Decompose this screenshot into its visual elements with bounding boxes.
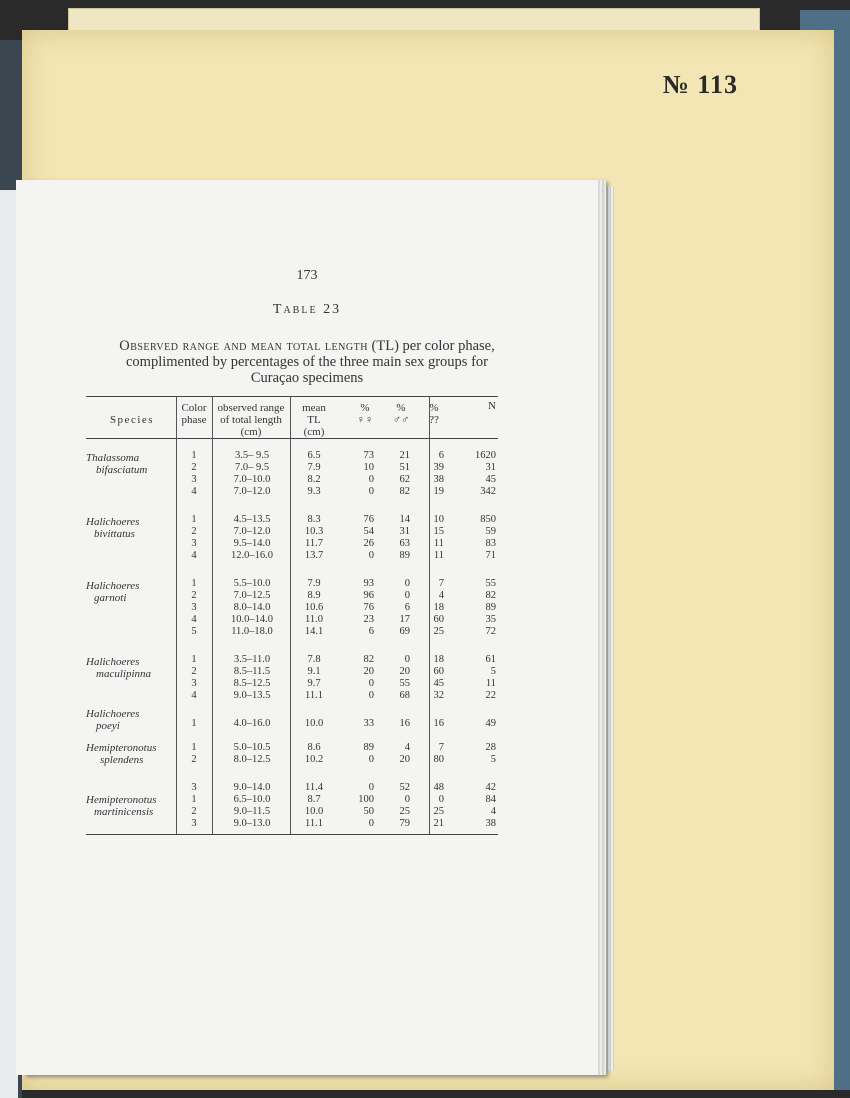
cell-m: 68 xyxy=(399,690,410,701)
cell-m: 0 xyxy=(404,590,410,601)
species-name-genus: Thalassoma xyxy=(86,452,140,464)
cell-range: 5.0–10.5 xyxy=(233,742,271,753)
cell-f: 76 xyxy=(363,602,374,613)
cell-mean: 9.1 xyxy=(307,666,321,677)
cell-f: 0 xyxy=(368,754,374,765)
header-mean-2: TL xyxy=(307,414,321,426)
cell-range: 4.5–13.5 xyxy=(233,514,271,525)
cell-q: 18 xyxy=(433,602,444,613)
species-name-genus: Halichoeres xyxy=(86,516,140,528)
species-name-genus: Hemipteronotus xyxy=(86,794,157,806)
cell-range: 7.0–12.0 xyxy=(233,486,271,497)
cell-m: 16 xyxy=(399,718,410,729)
cell-phase: 3 xyxy=(191,818,197,829)
header-pq-2: ?? xyxy=(429,414,439,426)
table-header-rule xyxy=(86,438,498,439)
header-range-2: of total length xyxy=(220,414,282,426)
header-pct-unknown xyxy=(417,402,451,426)
cell-mean: 10.2 xyxy=(304,754,324,765)
cell-q: 25 xyxy=(433,626,444,637)
header-range-1: observed range xyxy=(217,402,285,414)
cell-n: 35 xyxy=(485,614,496,625)
cell-n: 1620 xyxy=(475,450,496,461)
header-pm-2: ♂♂ xyxy=(392,414,410,426)
cell-n: 71 xyxy=(485,550,496,561)
cell-range: 6.5–10.0 xyxy=(233,794,271,805)
cell-q: 10 xyxy=(433,514,444,525)
header-observed-range xyxy=(212,402,290,438)
cell-n: 83 xyxy=(485,538,496,549)
cell-phase: 2 xyxy=(191,590,197,601)
cell-n: 5 xyxy=(490,666,496,677)
cell-range: 8.5–12.5 xyxy=(233,678,271,689)
cell-mean: 7.9 xyxy=(307,578,321,589)
cell-phase: 5 xyxy=(191,626,197,637)
cell-mean: 11.0 xyxy=(305,614,323,625)
cell-m: 52 xyxy=(399,782,410,793)
cell-range: 11.0–18.0 xyxy=(231,626,273,637)
cell-n: 55 xyxy=(485,578,496,589)
cell-phase: 2 xyxy=(191,666,197,677)
cell-phase: 3 xyxy=(191,474,197,485)
cell-f: 0 xyxy=(368,678,374,689)
cell-q: 11 xyxy=(433,538,444,549)
cell-mean: 10.6 xyxy=(304,602,324,613)
header-mean-tl xyxy=(292,402,336,438)
header-pq-1: % xyxy=(429,402,439,414)
cell-mean: 13.7 xyxy=(304,550,324,561)
cell-m: 21 xyxy=(399,450,410,461)
cell-f: 54 xyxy=(363,526,374,537)
cell-mean: 9.3 xyxy=(307,486,321,497)
header-range-3: (cm) xyxy=(240,426,262,438)
header-pf-1: % xyxy=(360,402,370,414)
cell-q: 25 xyxy=(433,806,444,817)
col-divider-3 xyxy=(290,396,291,834)
cell-phase: 1 xyxy=(191,654,197,665)
cell-mean: 8.2 xyxy=(307,474,321,485)
cell-phase: 1 xyxy=(191,718,197,729)
book-page xyxy=(16,180,598,1075)
cell-range: 9.5–14.0 xyxy=(233,538,271,549)
cell-phase: 3 xyxy=(191,782,197,793)
cell-f: 0 xyxy=(368,486,374,497)
cell-q: 4 xyxy=(438,590,444,601)
cell-q: 16 xyxy=(433,718,444,729)
caption-line1-rest: (TL) per color phase, xyxy=(367,338,495,354)
page-edges xyxy=(598,186,614,1071)
cell-phase: 2 xyxy=(191,806,197,817)
cell-q: 60 xyxy=(433,614,444,625)
cell-n: 4 xyxy=(490,806,496,817)
cell-f: 100 xyxy=(358,794,374,805)
cell-phase: 1 xyxy=(191,742,197,753)
header-pf-2: ♀♀ xyxy=(356,414,374,426)
cell-mean: 11.4 xyxy=(305,782,323,793)
header-n: N xyxy=(488,400,496,412)
cell-m: 0 xyxy=(404,654,410,665)
cell-phase: 4 xyxy=(191,550,197,561)
species-name-epithet: poeyi xyxy=(96,720,120,732)
cell-q: 21 xyxy=(433,818,444,829)
cell-f: 0 xyxy=(368,474,374,485)
cell-range: 8.0–12.5 xyxy=(233,754,271,765)
header-pct-males xyxy=(384,402,418,426)
cell-n: 31 xyxy=(485,462,496,473)
cell-mean: 8.6 xyxy=(307,742,321,753)
cell-m: 17 xyxy=(399,614,410,625)
cell-range: 4.0–16.0 xyxy=(233,718,271,729)
cell-q: 45 xyxy=(433,678,444,689)
cell-phase: 1 xyxy=(191,578,197,589)
cell-range: 8.0–14.0 xyxy=(233,602,271,613)
cell-mean: 11.1 xyxy=(305,690,323,701)
page-number: 173 xyxy=(296,268,318,283)
cell-f: 10 xyxy=(363,462,374,473)
species-name-genus: Halichoeres xyxy=(86,708,140,720)
cell-f: 50 xyxy=(363,806,374,817)
header-color-phase-1: Color xyxy=(181,402,207,414)
cell-q: 7 xyxy=(438,578,444,589)
cell-q: 19 xyxy=(433,486,444,497)
cell-m: 82 xyxy=(399,486,410,497)
cell-n: 84 xyxy=(485,794,496,805)
species-name-epithet: bivittatus xyxy=(94,528,135,540)
cell-q: 11 xyxy=(433,550,444,561)
header-mean-3: (cm) xyxy=(303,426,325,438)
cell-n: 38 xyxy=(485,818,496,829)
cell-range: 7.0–12.5 xyxy=(233,590,271,601)
cell-range: 3.5– 9.5 xyxy=(234,450,270,461)
cell-phase: 2 xyxy=(191,462,197,473)
cell-range: 7.0–12.0 xyxy=(233,526,271,537)
cell-range: 3.5–11.0 xyxy=(233,654,271,665)
cell-f: 0 xyxy=(368,550,374,561)
cell-n: 89 xyxy=(485,602,496,613)
cell-m: 25 xyxy=(399,806,410,817)
cell-q: 6 xyxy=(438,450,444,461)
caption-line3: Curaçao specimens xyxy=(250,370,364,386)
cell-m: 89 xyxy=(399,550,410,561)
cell-m: 20 xyxy=(399,666,410,677)
cell-range: 12.0–16.0 xyxy=(231,550,273,561)
cell-m: 69 xyxy=(399,626,410,637)
cell-phase: 1 xyxy=(191,794,197,805)
cell-n: 72 xyxy=(485,626,496,637)
cell-n: 42 xyxy=(485,782,496,793)
cell-mean: 10.0 xyxy=(304,718,324,729)
cell-range: 5.5–10.0 xyxy=(233,578,271,589)
cell-f: 6 xyxy=(368,626,374,637)
cell-mean: 10.0 xyxy=(304,806,324,817)
cell-mean: 8.3 xyxy=(307,514,321,525)
cell-f: 20 xyxy=(363,666,374,677)
cell-n: 22 xyxy=(485,690,496,701)
header-mean-1: mean xyxy=(302,402,326,414)
cell-q: 18 xyxy=(433,654,444,665)
cell-phase: 4 xyxy=(191,690,197,701)
cell-f: 73 xyxy=(363,450,374,461)
cell-m: 0 xyxy=(404,794,410,805)
cell-range: 9.0–11.5 xyxy=(233,806,271,817)
cell-mean: 11.7 xyxy=(305,538,323,549)
cell-q: 48 xyxy=(433,782,444,793)
cell-mean: 7.9 xyxy=(307,462,321,473)
cell-phase: 3 xyxy=(191,678,197,689)
cell-m: 63 xyxy=(399,538,410,549)
cell-m: 79 xyxy=(399,818,410,829)
header-species: Species xyxy=(109,414,155,426)
species-name-genus: Halichoeres xyxy=(86,656,140,668)
cell-mean: 9.7 xyxy=(307,678,321,689)
cell-q: 39 xyxy=(433,462,444,473)
cell-f: 93 xyxy=(363,578,374,589)
cell-range: 7.0– 9.5 xyxy=(234,462,270,473)
cell-m: 14 xyxy=(399,514,410,525)
caption-line1-smallcaps: Observed range and mean total length xyxy=(119,338,368,354)
header-color-phase-2: phase xyxy=(181,414,207,426)
cell-n: 5 xyxy=(490,754,496,765)
header-pct-females xyxy=(348,402,382,426)
cell-n: 82 xyxy=(485,590,496,601)
cell-n: 850 xyxy=(480,514,496,525)
cell-q: 60 xyxy=(433,666,444,677)
cell-f: 0 xyxy=(368,818,374,829)
cell-n: 59 xyxy=(485,526,496,537)
species-name-genus: Hemipteronotus xyxy=(86,742,157,754)
header-color-phase xyxy=(176,402,212,426)
cell-mean: 7.8 xyxy=(307,654,321,665)
cell-n: 49 xyxy=(485,718,496,729)
cell-f: 89 xyxy=(363,742,374,753)
header-pm-1: % xyxy=(396,402,406,414)
cell-n: 11 xyxy=(485,678,496,689)
cell-f: 0 xyxy=(368,782,374,793)
species-name-genus: Halichoeres xyxy=(86,580,140,592)
cell-q: 80 xyxy=(433,754,444,765)
cell-m: 6 xyxy=(404,602,410,613)
table-caption xyxy=(76,338,538,386)
cell-m: 4 xyxy=(404,742,410,753)
cell-phase: 4 xyxy=(191,486,197,497)
cell-phase: 1 xyxy=(191,450,197,461)
cell-range: 7.0–10.0 xyxy=(233,474,271,485)
cell-mean: 10.3 xyxy=(304,526,324,537)
species-name-epithet: martinicensis xyxy=(94,806,154,818)
cell-mean: 14.1 xyxy=(304,626,324,637)
cell-q: 38 xyxy=(433,474,444,485)
species-name-epithet: garnoti xyxy=(94,592,127,604)
cell-phase: 2 xyxy=(191,526,197,537)
cell-phase: 3 xyxy=(191,602,197,613)
cell-m: 51 xyxy=(399,462,410,473)
cell-q: 0 xyxy=(438,794,444,805)
folder-number-label: № 113 xyxy=(662,70,738,99)
cell-f: 26 xyxy=(363,538,374,549)
caption-line2: complimented by percentages of the three main sex groups for xyxy=(126,354,488,370)
table-top-rule xyxy=(86,396,498,397)
cell-m: 0 xyxy=(404,578,410,589)
cell-m: 20 xyxy=(399,754,410,765)
col-divider-2 xyxy=(212,396,213,834)
cell-range: 8.5–11.5 xyxy=(233,666,271,677)
cell-mean: 6.5 xyxy=(307,450,321,461)
cell-f: 82 xyxy=(363,654,374,665)
cell-m: 31 xyxy=(399,526,410,537)
cell-n: 61 xyxy=(485,654,496,665)
cell-f: 76 xyxy=(363,514,374,525)
cell-range: 10.0–14.0 xyxy=(231,614,273,625)
cell-f: 23 xyxy=(363,614,374,625)
cell-range: 9.0–13.5 xyxy=(233,690,271,701)
cell-m: 55 xyxy=(399,678,410,689)
cell-range: 9.0–13.0 xyxy=(233,818,271,829)
species-name-epithet: splendens xyxy=(100,754,144,766)
cell-phase: 1 xyxy=(191,514,197,525)
cell-f: 0 xyxy=(368,690,374,701)
cell-q: 15 xyxy=(433,526,444,537)
cell-f: 33 xyxy=(363,718,374,729)
cell-phase: 3 xyxy=(191,538,197,549)
cell-q: 7 xyxy=(438,742,444,753)
cell-phase: 2 xyxy=(191,754,197,765)
cell-mean: 8.7 xyxy=(307,794,321,805)
cell-phase: 4 xyxy=(191,614,197,625)
cell-mean: 8.9 xyxy=(307,590,321,601)
species-name-epithet: bifasciatum xyxy=(96,464,148,476)
cell-n: 28 xyxy=(485,742,496,753)
table-bottom-rule xyxy=(86,834,498,835)
cell-mean: 11.1 xyxy=(305,818,323,829)
cell-range: 9.0–14.0 xyxy=(233,782,271,793)
cell-n: 45 xyxy=(485,474,496,485)
cell-q: 32 xyxy=(433,690,444,701)
cell-n: 342 xyxy=(480,486,496,497)
table-title: Table 23 xyxy=(272,302,342,317)
cell-f: 96 xyxy=(363,590,374,601)
species-name-epithet: maculipinna xyxy=(96,668,151,680)
cell-m: 62 xyxy=(399,474,410,485)
